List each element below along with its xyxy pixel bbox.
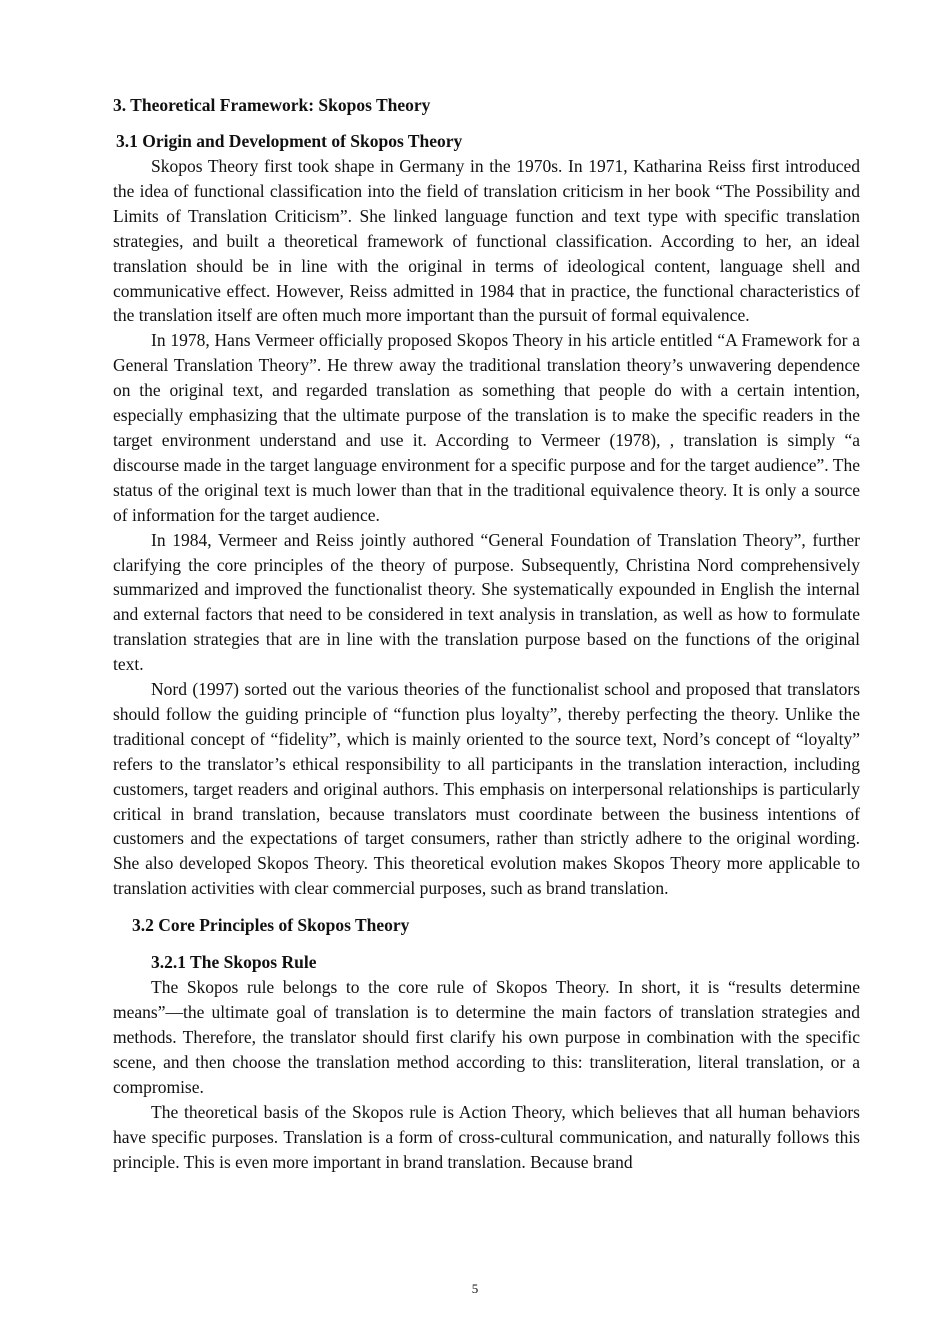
subsubsection-heading-3-2-1: 3.2.1 The Skopos Rule [151,952,317,973]
paragraph: Skopos Theory first took shape in Germany in the 1970s. In 1971, Katharina Reiss first introduced the idea of functional classification into the field of translation criticism in her book “The Possibility and Limits of Translation Criticism”. She linked language function and text type with specific translation strategies, and built a theoretical framework of functional classification. According to her, an ideal translation should be in line with the original in terms of ideological content, language shell and communicative effect. However, Reiss admitted in 1984 that in practice, the functional characteristics of the translation itself are often much more important than the pursuit of formal equivalence. [113,156,860,326]
page-number: 5 [471,1281,479,1296]
paragraph: In 1984, Vermeer and Reiss jointly authored “General Foundation of Translation Theory”, further clarifying the core principles of the theory of purpose. Subsequently, Christina Nord comprehensively summarized and improved the functionalist theory. She systematically expounded in English the internal and external factors that need to be considered in text analysis in translation, as well as how to formulate translation strategies that are in line with the translation purpose based on the functions of the original text. [113,529,860,675]
paragraph: Nord (1997) sorted out the various theories of the functionalist school and proposed that translators should follow the guiding principle of “function plus loyalty”, thereby perfecting the theory. Unlike the traditional concept of “fidelity”, which is mainly oriented to the source text, Nord’s concept of “loyalty” refers to the translator’s ethical responsibility to all participants in the translation interaction, including customers, target readers and original authors. This emphasis on interpersonal relationships is particularly critical in brand translation, because translators must coordinate between the business intentions of customers and the expectations of target consumers, rather than strictly adhere to the original wording. She also developed Skopos Theory. This theoretical evolution makes Skopos Theory more applicable to translation activities with clear commercial purposes, such as brand translation. [113,679,860,899]
paragraph: The Skopos rule belongs to the core rule of Skopos Theory. In short, it is “results determine means”—the ultimate goal of translation is to determine the main factors of translation strategies and methods. Therefore, the translator should first clarify his own purpose in combination with the specific scene, and then choose the translation method according to this: transliteration, literal translation, or a compromise. [113,977,860,1097]
subsection-heading-3-1: 3.1 Origin and Development of Skopos Theory [116,131,463,151]
paragraph: The theoretical basis of the Skopos rule is Action Theory, which believes that all human behaviors have specific purposes. Translation is a form of cross-cultural communication, and naturally follows this principle. This is even more important in brand translation. Because brand [113,1101,860,1172]
section-heading: 3. Theoretical Framework: Skopos Theory [113,95,431,115]
subsection-heading-3-2: 3.2 Core Principles of Skopos Theory [132,915,410,936]
paragraph: In 1978, Hans Vermeer officially proposed Skopos Theory in his article entitled “A Framework for a General Translation Theory”. He threw away the traditional translation theory’s unwavering dependence on the original text, and regarded translation as something that people do with a certain intention, especially emphasizing that the ultimate purpose of the translation is to make the specific readers in the target environment understand and use it. According to Vermeer (1978), , translation is simply “a discourse made in the target language environment for a specific purpose and for the target audience”. The status of the original text is much lower than that in the traditional equivalence theory. It is only a source of information for the target audience. [113,330,860,525]
document-page [113,90,860,1174]
